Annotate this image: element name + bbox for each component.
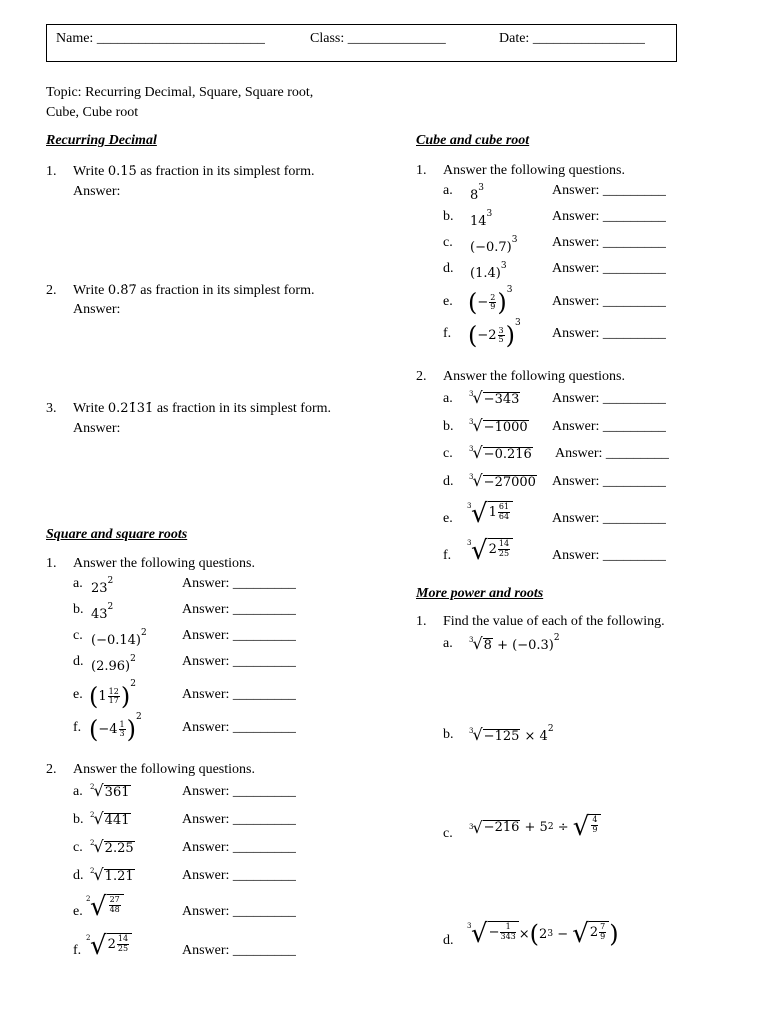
cube-q2-f-expr: 3 √ 2 $\frac{14}{25}$ [471, 538, 513, 564]
square-q1-a-expr: $23^2$ [91, 576, 114, 596]
square-q1-b-letter: b. [73, 602, 84, 617]
square-q2-c-answer[interactable]: Answer: _________ [182, 840, 296, 855]
topic-line-2: Cube, Cube root [46, 105, 139, 120]
square-q2-e-answer[interactable]: Answer: _________ [182, 904, 296, 919]
cube-q1-a-expr: $8^3$ [470, 183, 485, 203]
recurring-q3-post: as fraction in its simplest form. [156, 401, 332, 416]
square-q2-c-letter: c. [73, 840, 83, 855]
square-q1-f-expr: (−4 $\frac{1}{3}$ )$^2$ [89, 712, 142, 744]
cube-q2-text: Answer the following questions. [443, 369, 625, 384]
cube-q2-d-answer[interactable]: Answer: _________ [552, 474, 666, 489]
square-q2-e-letter: e. [73, 904, 83, 919]
topic-line-1: Topic: Recurring Decimal, Square, Square root, [46, 85, 314, 100]
cube-q1-number: 1. [416, 163, 427, 178]
square-q2-a-expr: $^2$√361 [90, 781, 130, 800]
square-q1-a-letter: a. [73, 576, 83, 591]
cube-q2-e-letter: e. [443, 511, 453, 526]
cube-q2-d-expr: $^3$√−27000 [469, 471, 536, 490]
power-c-expr: 3 √ −216 + 5 2 ÷ √ $\frac{4}{9}$ [469, 814, 601, 840]
cube-q1-e-answer[interactable]: Answer: _________ [552, 294, 666, 309]
square-q1-f-answer[interactable]: Answer: _________ [182, 720, 296, 735]
date-field[interactable]: Date: ________________ [499, 31, 645, 46]
recurring-q3-value: 0.21̇31̇ [107, 401, 154, 416]
name-field[interactable]: Name: ________________________ [56, 31, 265, 46]
square-q1-c-answer[interactable]: Answer: _________ [182, 628, 296, 643]
cube-q2-e-answer[interactable]: Answer: _________ [552, 511, 666, 526]
cube-q1-a-letter: a. [443, 183, 453, 198]
recurring-q3-number: 3. [46, 401, 57, 416]
power-a-letter: a. [443, 636, 453, 651]
recurring-q1-number: 1. [46, 164, 57, 179]
cube-q2-a-expr: $^3$√−343 [469, 388, 520, 407]
square-q1-number: 1. [46, 556, 57, 571]
square-q1-d-letter: d. [73, 654, 84, 669]
square-q2-f-expr: 2 √ 2 $\frac{14}{25}$ [90, 933, 132, 959]
recurring-q1-value: 0.15̇ [107, 164, 137, 179]
square-q2-b-letter: b. [73, 812, 84, 827]
recurring-decimal-title: Recurring Decimal [46, 133, 157, 148]
power-q1-number: 1. [416, 614, 427, 629]
cube-q2-b-letter: b. [443, 419, 454, 434]
cube-q2-number: 2. [416, 369, 427, 384]
cube-q1-e-expr: (− $\frac{2}{9}$ )$^3$ [468, 285, 513, 317]
cube-q1-e-letter: e. [443, 294, 453, 309]
cube-root-title: Cube and cube root [416, 133, 530, 148]
square-q1-e-answer[interactable]: Answer: _________ [182, 687, 296, 702]
square-q2-a-letter: a. [73, 784, 83, 799]
recurring-q1-post: as fraction in its simplest form. [140, 164, 315, 179]
square-q1-a-answer[interactable]: Answer: _________ [182, 576, 296, 591]
square-q2-d-expr: $^2$√1.21 [90, 865, 134, 884]
cube-q2-b-expr: $^3$√−1000 [469, 416, 528, 435]
square-q2-e-expr: 2 √ $\frac{27}{48}$ [90, 894, 124, 920]
cube-q2-f-letter: f. [443, 548, 452, 563]
square-q2-a-answer[interactable]: Answer: _________ [182, 784, 296, 799]
square-q2-b-answer[interactable]: Answer: _________ [182, 812, 296, 827]
square-q2-d-answer[interactable]: Answer: _________ [182, 868, 296, 883]
cube-q2-c-expr: $^3$√−0.216 [469, 443, 532, 462]
square-q1-b-expr: $43^2$ [91, 602, 114, 622]
cube-q1-b-expr: $14^3$ [470, 209, 493, 229]
square-q2-f-answer[interactable]: Answer: _________ [182, 943, 296, 958]
recurring-q2-value: 0.8̇7̇ [107, 283, 137, 298]
cube-q2-b-answer[interactable]: Answer: _________ [552, 419, 666, 434]
square-q1-e-expr: (1 $\frac{12}{17}$ )$^2$ [89, 679, 136, 711]
square-q1-e-letter: e. [73, 687, 83, 702]
recurring-q2-number: 2. [46, 283, 57, 298]
square-q1-d-answer[interactable]: Answer: _________ [182, 654, 296, 669]
square-q2-number: 2. [46, 762, 57, 777]
square-q2-d-letter: d. [73, 868, 84, 883]
square-q2-b-expr: $^2$√441 [90, 809, 130, 828]
power-a-expr: $^3√8 + (-0.3)^2$ [469, 633, 560, 653]
square-q2-text: Answer the following questions. [73, 762, 255, 777]
recurring-q2 [73, 283, 314, 299]
recurring-q3-pre: Write [73, 401, 105, 416]
cube-q1-text: Answer the following questions. [443, 163, 625, 178]
recurring-q3-answer: Answer: [73, 421, 121, 436]
power-d-letter: d. [443, 933, 454, 948]
cube-q1-b-letter: b. [443, 209, 454, 224]
cube-q2-c-answer[interactable]: Answer: _________ [555, 446, 669, 461]
square-q2-f-letter: f. [73, 943, 82, 958]
cube-q1-c-answer[interactable]: Answer: _________ [552, 235, 666, 250]
cube-q1-c-expr: $(-0.7)^3$ [470, 235, 518, 255]
cube-q2-a-answer[interactable]: Answer: _________ [552, 391, 666, 406]
power-q1-text: Find the value of each of the following. [443, 614, 665, 629]
square-roots-title: Square and square roots [46, 527, 188, 542]
more-power-title: More power and roots [416, 586, 544, 601]
square-q2-c-expr: $^2$√2.25 [90, 837, 134, 856]
square-q1-b-answer[interactable]: Answer: _________ [182, 602, 296, 617]
recurring-q3 [73, 401, 331, 417]
cube-q1-c-letter: c. [443, 235, 453, 250]
recurring-q1 [73, 164, 314, 180]
cube-q2-d-letter: d. [443, 474, 454, 489]
recurring-q2-pre: Write [73, 283, 105, 298]
cube-q2-f-answer[interactable]: Answer: _________ [552, 548, 666, 563]
cube-q1-d-expr: $(1.4)^3$ [470, 261, 507, 281]
power-b-letter: b. [443, 727, 454, 742]
square-q1-c-expr: $(-0.14)^2$ [91, 628, 147, 648]
square-q1-f-letter: f. [73, 720, 82, 735]
cube-q1-f-letter: f. [443, 326, 452, 341]
cube-q1-f-expr: (−2 $\frac{3}{5}$ )$^3$ [468, 318, 521, 350]
cube-q1-b-answer[interactable]: Answer: _________ [552, 209, 666, 224]
cube-q2-a-letter: a. [443, 391, 453, 406]
power-c-letter: c. [443, 826, 453, 841]
cube-q1-f-answer[interactable]: Answer: _________ [552, 326, 666, 341]
cube-q2-c-letter: c. [443, 446, 453, 461]
recurring-q1-pre: Write [73, 164, 105, 179]
power-b-expr: $^3√-125 \times 4^2$ [469, 724, 554, 744]
class-field[interactable]: Class: ______________ [310, 31, 446, 46]
recurring-q1-answer: Answer: [73, 184, 121, 199]
square-q1-c-letter: c. [73, 628, 83, 643]
power-d-expr: 3 √ − $\frac{1}{343}$ × ( 2 3 − √ 2 $\frac{7}{9}$ ) [467, 919, 619, 949]
square-q1-text: Answer the following questions. [73, 556, 255, 571]
square-q1-d-expr: $(2.96)^2$ [91, 654, 136, 674]
cube-q1-d-letter: d. [443, 261, 454, 276]
recurring-q2-post: as fraction in its simplest form. [140, 283, 315, 298]
cube-q2-e-expr: 3 √ 1 $\frac{61}{64}$ [471, 501, 513, 527]
cube-q1-d-answer[interactable]: Answer: _________ [552, 261, 666, 276]
cube-q1-a-answer[interactable]: Answer: _________ [552, 183, 666, 198]
recurring-q2-answer: Answer: [73, 302, 121, 317]
